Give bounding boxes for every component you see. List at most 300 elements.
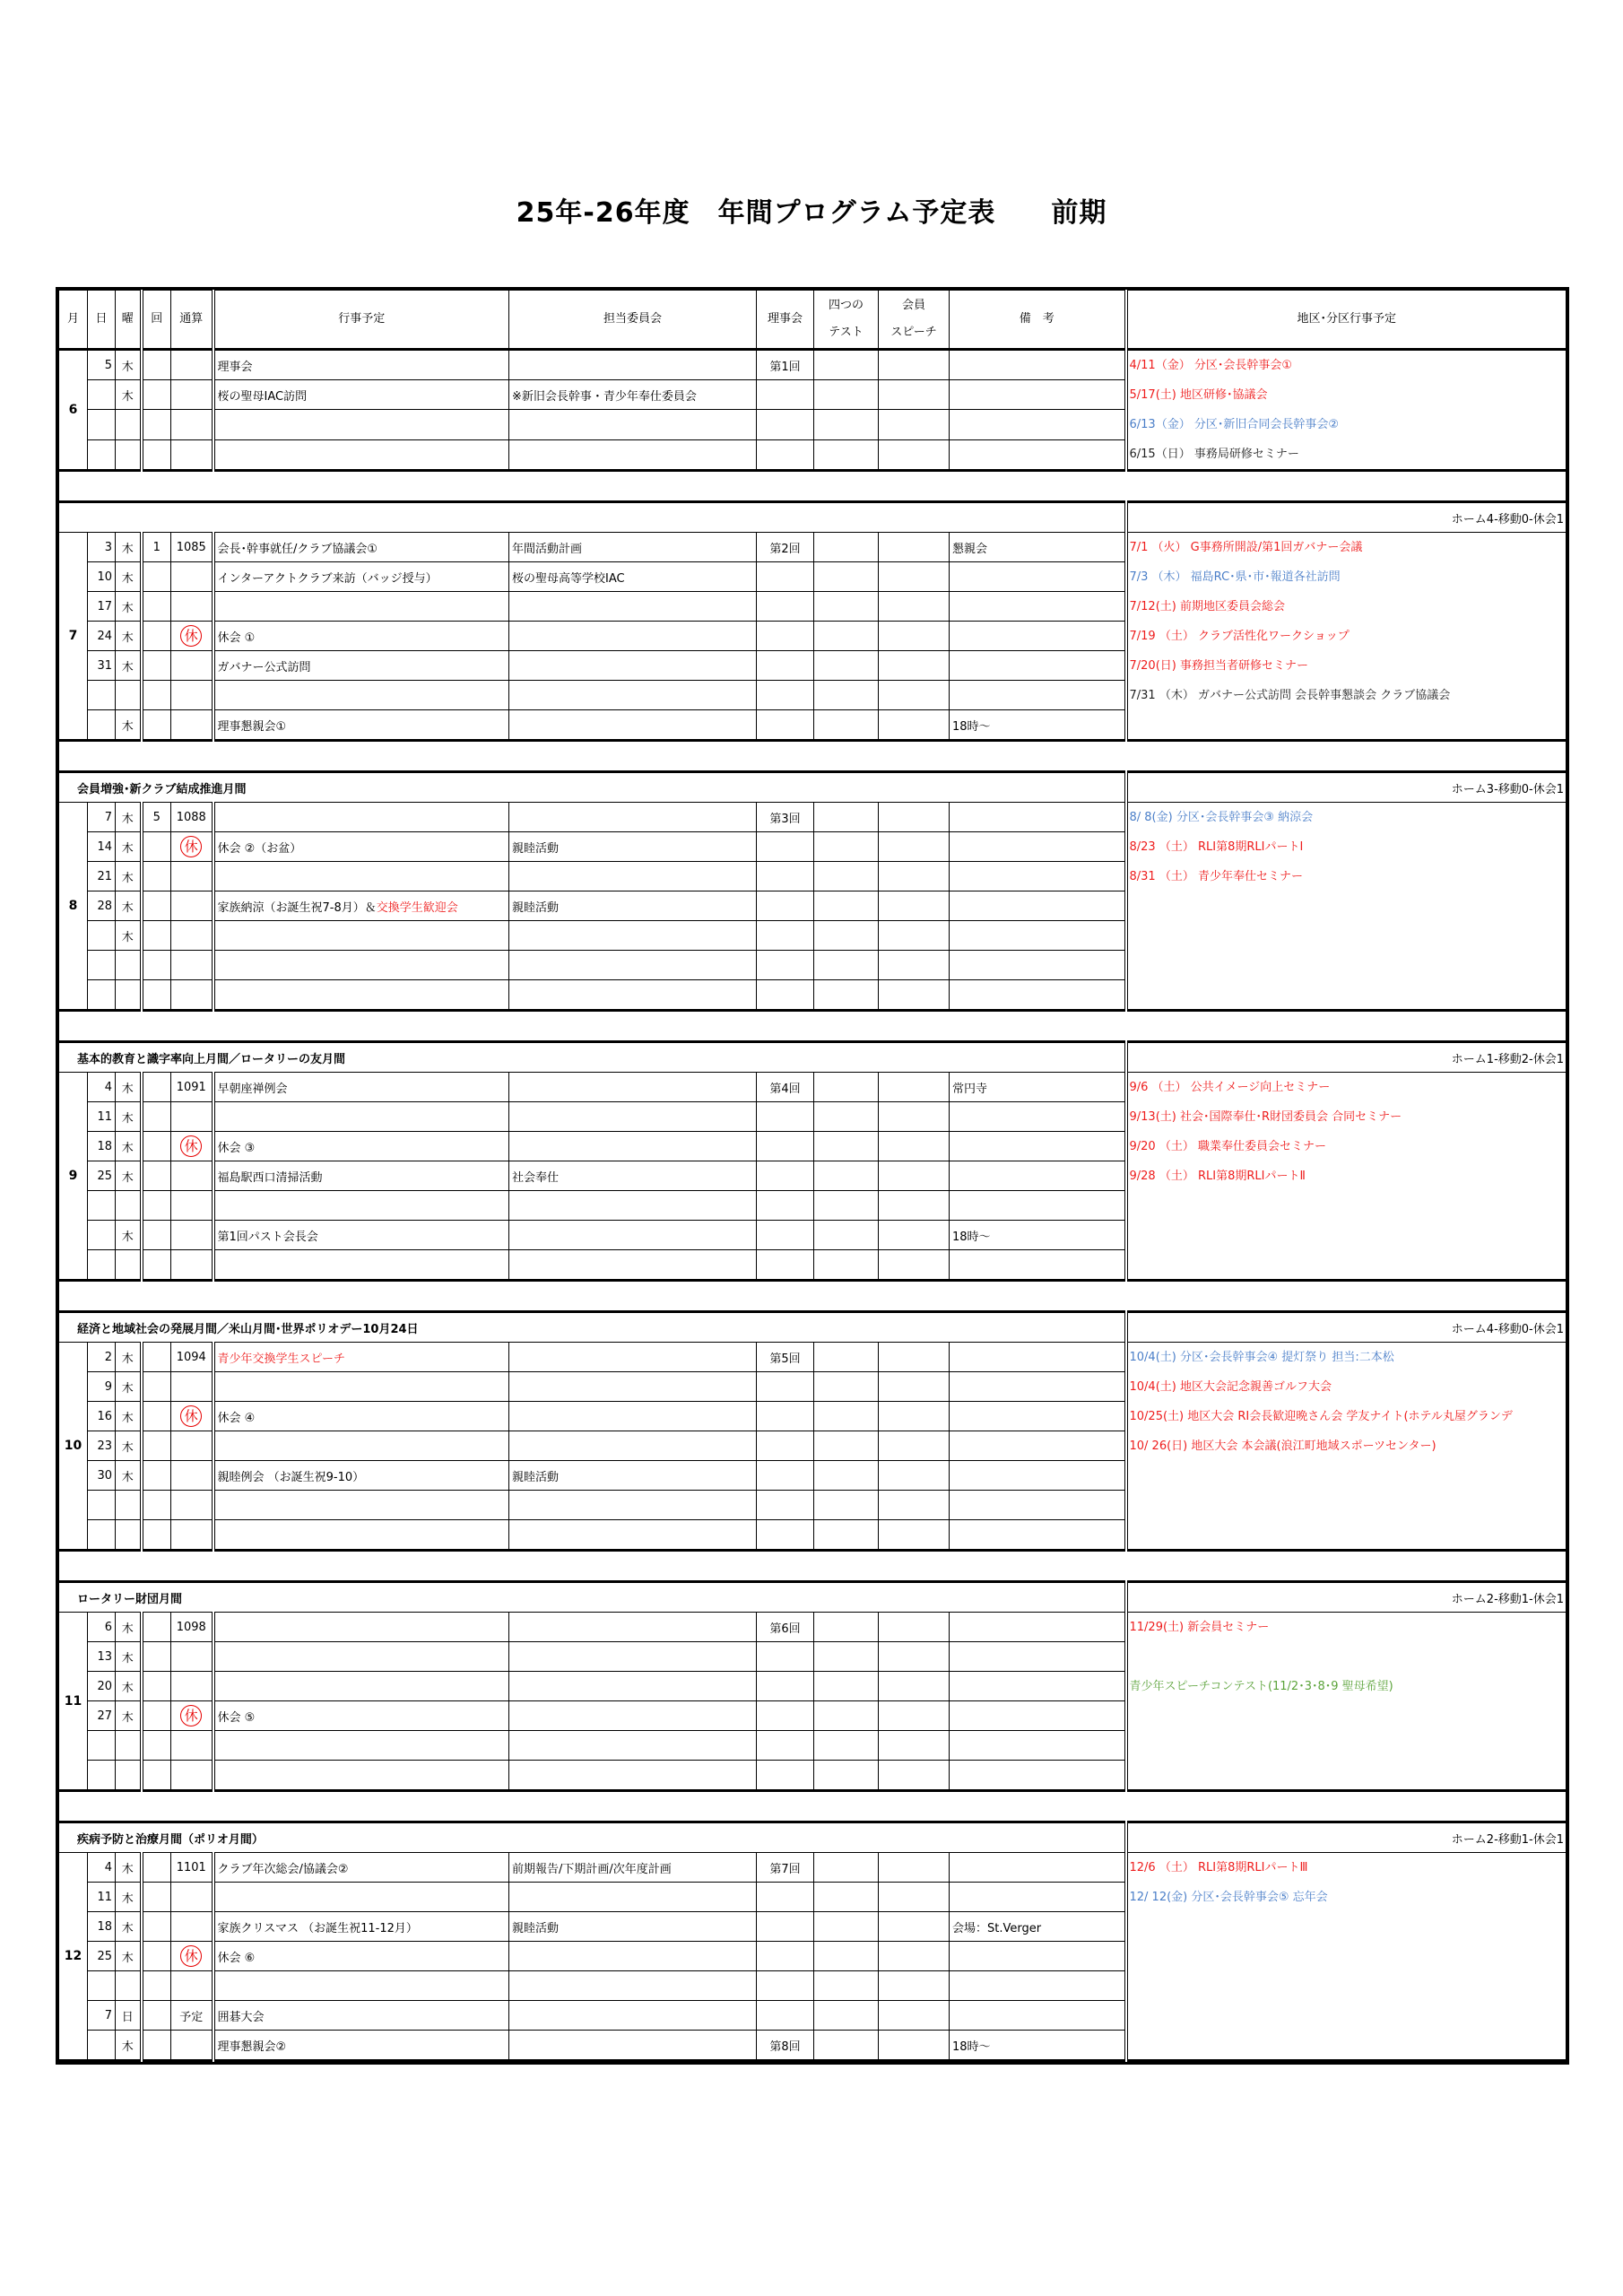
day-cell: 5 bbox=[88, 350, 116, 380]
board-cell bbox=[757, 832, 814, 862]
event-cell bbox=[213, 2031, 509, 2061]
district-event: 7/1 （火） G事務所開設/第1回ガバナー会議 bbox=[1129, 541, 1363, 554]
month-section-header bbox=[59, 1582, 1567, 1613]
remarks-cell: 18時～ bbox=[950, 710, 1126, 741]
total-cell bbox=[171, 951, 213, 980]
event-cell bbox=[213, 1161, 509, 1191]
event-cell bbox=[213, 1221, 509, 1250]
spacer-cell bbox=[59, 471, 1567, 502]
district-event: 7/19 （土） クラブ活性化ワークショップ bbox=[1129, 630, 1350, 643]
round-cell bbox=[142, 1132, 171, 1161]
total-cell bbox=[171, 1491, 213, 1520]
spacer-cell bbox=[59, 1011, 1567, 1042]
meeting-tally: ホーム2-移動1-休会1 bbox=[1126, 1822, 1567, 1853]
total-cell bbox=[171, 862, 213, 891]
remarks-cell bbox=[950, 380, 1126, 410]
month-cell: 7 bbox=[59, 533, 88, 741]
board-cell bbox=[757, 1132, 814, 1161]
remarks-cell bbox=[950, 562, 1126, 592]
district-event: 9/6 （土） 公共イメージ向上セミナー bbox=[1129, 1081, 1331, 1094]
total-cell bbox=[171, 592, 213, 622]
total-cell bbox=[171, 1883, 213, 1912]
total-cell bbox=[171, 1372, 213, 1402]
speech-cell bbox=[879, 1372, 950, 1402]
event-text: 囲碁大会 bbox=[217, 2010, 265, 2024]
four-way-test-cell bbox=[814, 891, 879, 921]
event-cell bbox=[213, 1461, 509, 1491]
month-cell: 12 bbox=[59, 1853, 88, 2061]
board-cell bbox=[757, 439, 814, 470]
remarks-cell bbox=[950, 891, 1126, 921]
board-cell bbox=[757, 1520, 814, 1551]
board-cell bbox=[757, 1701, 814, 1731]
speech-cell bbox=[879, 592, 950, 622]
four-way-test-cell bbox=[814, 2031, 879, 2061]
board-cell bbox=[757, 1461, 814, 1491]
district-event: 10/4(土) 地区大会記念親善ゴルフ大会 bbox=[1129, 1380, 1332, 1394]
total-cell bbox=[171, 980, 213, 1011]
speech-cell bbox=[879, 350, 950, 380]
board-cell: 第4回 bbox=[757, 1073, 814, 1102]
month-section-header bbox=[59, 502, 1567, 533]
weekday-cell: 日 bbox=[116, 2001, 142, 2031]
board-cell bbox=[757, 1221, 814, 1250]
committee-cell bbox=[509, 1883, 757, 1912]
committee-cell bbox=[509, 681, 757, 710]
total-cell bbox=[171, 891, 213, 921]
event-text: 親睦例会 （お誕生祝9-10） bbox=[217, 1470, 365, 1484]
event-text: 休会 ②（お盆） bbox=[217, 841, 302, 856]
meeting-tally: ホーム4-移動0-休会1 bbox=[1126, 502, 1567, 533]
board-cell bbox=[757, 862, 814, 891]
holiday-stamp-icon: 休 bbox=[180, 1945, 202, 1967]
four-way-test-cell bbox=[814, 380, 879, 410]
month-cell: 6 bbox=[59, 350, 88, 471]
day-cell: 16 bbox=[88, 1402, 116, 1431]
header-total: 通算 bbox=[171, 291, 213, 350]
round-cell: 5 bbox=[142, 803, 171, 832]
event-cell bbox=[213, 380, 509, 410]
committee-cell bbox=[509, 1431, 757, 1461]
board-cell bbox=[757, 1161, 814, 1191]
day-cell: 30 bbox=[88, 1461, 116, 1491]
committee-cell bbox=[509, 1613, 757, 1642]
event-cell bbox=[213, 980, 509, 1011]
weekday-cell bbox=[116, 980, 142, 1011]
round-cell bbox=[142, 891, 171, 921]
total-cell bbox=[171, 410, 213, 439]
round-cell bbox=[142, 681, 171, 710]
day-cell: 20 bbox=[88, 1672, 116, 1701]
speech-cell bbox=[879, 533, 950, 562]
weekday-cell: 木 bbox=[116, 803, 142, 832]
weekday-cell: 木 bbox=[116, 1102, 142, 1132]
speech-cell bbox=[879, 1701, 950, 1731]
four-way-test-cell bbox=[814, 862, 879, 891]
remarks-cell bbox=[950, 592, 1126, 622]
four-way-test-cell bbox=[814, 681, 879, 710]
speech-cell bbox=[879, 562, 950, 592]
district-event: 6/15（日） 事務局研修セミナー bbox=[1129, 448, 1299, 461]
four-way-test-cell bbox=[814, 1613, 879, 1642]
committee-cell bbox=[509, 951, 757, 980]
day-cell: 17 bbox=[88, 592, 116, 622]
month-theme: 会員増強･新クラブ結成推進月間 bbox=[59, 772, 1126, 803]
remarks-cell bbox=[950, 951, 1126, 980]
weekday-cell bbox=[116, 1761, 142, 1791]
weekday-cell: 木 bbox=[116, 1161, 142, 1191]
total-value: 1098 bbox=[176, 1620, 206, 1634]
spacer-row bbox=[59, 1791, 1567, 1822]
round-cell bbox=[142, 1912, 171, 1942]
total-value: 1101 bbox=[176, 1860, 206, 1874]
district-event: 4/11（金） 分区･会長幹事会① bbox=[1129, 359, 1292, 372]
spacer-row bbox=[59, 471, 1567, 502]
remarks-cell bbox=[950, 1853, 1126, 1883]
district-event: 8/ 8(金) 分区･会長幹事会③ 納涼会 bbox=[1129, 811, 1314, 824]
board-cell bbox=[757, 1912, 814, 1942]
month-theme: ロータリー財団月間 bbox=[59, 1582, 1126, 1613]
total-cell bbox=[171, 1132, 213, 1161]
round-cell bbox=[142, 1613, 171, 1642]
round-cell bbox=[142, 1761, 171, 1791]
total-value: 1091 bbox=[176, 1080, 206, 1094]
event-cell bbox=[213, 439, 509, 470]
weekday-cell: 木 bbox=[116, 1461, 142, 1491]
board-cell bbox=[757, 622, 814, 651]
speech-cell bbox=[879, 1672, 950, 1701]
committee-cell bbox=[509, 2001, 757, 2031]
day-cell: 7 bbox=[88, 2001, 116, 2031]
total-cell bbox=[171, 1102, 213, 1132]
remarks-cell: 18時～ bbox=[950, 2031, 1126, 2061]
total-cell bbox=[171, 1731, 213, 1761]
event-cell bbox=[213, 1250, 509, 1281]
district-event: 6/13（金） 分区･新旧合同会長幹事会② bbox=[1129, 418, 1339, 431]
spacer-cell bbox=[59, 1791, 1567, 1822]
round-cell bbox=[142, 1701, 171, 1731]
weekday-cell bbox=[116, 1250, 142, 1281]
total-value: 1094 bbox=[176, 1350, 206, 1364]
district-event: 7/31 （木） ガバナー公式訪問 会長幹事懇談会 クラブ協議会 bbox=[1129, 689, 1451, 702]
total-cell bbox=[171, 1461, 213, 1491]
speech-cell bbox=[879, 1971, 950, 2001]
total-cell bbox=[171, 710, 213, 741]
round-cell bbox=[142, 710, 171, 741]
board-cell: 第2回 bbox=[757, 533, 814, 562]
meeting-tally: ホーム2-移動1-休会1 bbox=[1126, 1582, 1567, 1613]
speech-cell bbox=[879, 622, 950, 651]
district-event: 青少年スピーチコンテスト(11/2･3･8･9 聖母希望) bbox=[1129, 1680, 1393, 1693]
weekday-cell: 木 bbox=[116, 832, 142, 862]
header-committee: 担当委員会 bbox=[509, 291, 757, 350]
board-cell bbox=[757, 1372, 814, 1402]
event-text: 休会 ⑤ bbox=[217, 1710, 256, 1725]
program-schedule-table bbox=[56, 287, 1569, 2065]
weekday-cell: 木 bbox=[116, 891, 142, 921]
holiday-stamp-icon: 休 bbox=[180, 1405, 202, 1427]
day-cell bbox=[88, 410, 116, 439]
total-cell bbox=[171, 2031, 213, 2061]
month-cell: 10 bbox=[59, 1343, 88, 1551]
board-cell bbox=[757, 380, 814, 410]
total-cell bbox=[171, 1853, 213, 1883]
event-cell bbox=[213, 350, 509, 380]
committee-cell bbox=[509, 1343, 757, 1372]
round-cell bbox=[142, 622, 171, 651]
committee-cell bbox=[509, 592, 757, 622]
day-cell bbox=[88, 1491, 116, 1520]
event-text: 休会 ④ bbox=[217, 1411, 256, 1425]
holiday-stamp-icon: 休 bbox=[180, 836, 202, 857]
committee-cell bbox=[509, 1102, 757, 1132]
speech-cell bbox=[879, 1942, 950, 1971]
remarks-cell bbox=[950, 832, 1126, 862]
month-section-header bbox=[59, 1822, 1567, 1853]
four-way-test-cell bbox=[814, 1491, 879, 1520]
board-cell: 第1回 bbox=[757, 350, 814, 380]
round-cell bbox=[142, 592, 171, 622]
page-title: 25年-26年度 年間プログラム予定表 前期 bbox=[516, 197, 1107, 229]
speech-cell bbox=[879, 380, 950, 410]
board-cell bbox=[757, 951, 814, 980]
day-cell bbox=[88, 1250, 116, 1281]
board-cell bbox=[757, 410, 814, 439]
board-cell bbox=[757, 1672, 814, 1701]
board-cell bbox=[757, 710, 814, 741]
speech-cell bbox=[879, 1402, 950, 1431]
remarks-cell bbox=[950, 1402, 1126, 1431]
spacer-row bbox=[59, 1011, 1567, 1042]
round-cell bbox=[142, 1461, 171, 1491]
four-way-test-cell bbox=[814, 803, 879, 832]
header-member-speech bbox=[879, 291, 950, 350]
four-way-test-cell bbox=[814, 1701, 879, 1731]
committee-cell: 社会奉仕 bbox=[509, 1161, 757, 1191]
speech-cell bbox=[879, 1161, 950, 1191]
remarks-cell bbox=[950, 350, 1126, 380]
day-cell: 21 bbox=[88, 862, 116, 891]
round-cell bbox=[142, 1731, 171, 1761]
event-cell bbox=[213, 1343, 509, 1372]
remarks-cell bbox=[950, 862, 1126, 891]
four-way-test-cell bbox=[814, 1343, 879, 1372]
round-cell bbox=[142, 1853, 171, 1883]
weekday-cell bbox=[116, 1491, 142, 1520]
round-cell bbox=[142, 921, 171, 951]
committee-cell bbox=[509, 1761, 757, 1791]
event-cell bbox=[213, 832, 509, 862]
four-way-test-cell bbox=[814, 1642, 879, 1672]
header-district: 地区･分区行事予定 bbox=[1126, 291, 1567, 350]
spacer-cell bbox=[59, 1281, 1567, 1312]
total-cell bbox=[171, 1672, 213, 1701]
event-cell bbox=[213, 1731, 509, 1761]
weekday-cell: 木 bbox=[116, 1912, 142, 1942]
total-cell bbox=[171, 562, 213, 592]
weekday-cell: 木 bbox=[116, 1701, 142, 1731]
remarks-cell bbox=[950, 1431, 1126, 1461]
district-event: 8/31 （土） 青少年奉仕セミナー bbox=[1129, 870, 1303, 883]
event-cell bbox=[213, 410, 509, 439]
spacer-row bbox=[59, 1551, 1567, 1582]
board-cell: 第6回 bbox=[757, 1613, 814, 1642]
committee-cell: 親睦活動 bbox=[509, 1461, 757, 1491]
weekday-cell: 木 bbox=[116, 622, 142, 651]
event-cell bbox=[213, 1971, 509, 2001]
month-cell: 8 bbox=[59, 803, 88, 1011]
spacer-cell bbox=[59, 741, 1567, 772]
remarks-cell bbox=[950, 1132, 1126, 1161]
table-row bbox=[59, 1073, 1567, 1102]
total-cell bbox=[171, 1161, 213, 1191]
board-cell bbox=[757, 921, 814, 951]
speech-cell bbox=[879, 1102, 950, 1132]
four-way-test-cell bbox=[814, 1912, 879, 1942]
total-cell bbox=[171, 681, 213, 710]
speech-cell bbox=[879, 1642, 950, 1672]
total-cell bbox=[171, 921, 213, 951]
board-cell bbox=[757, 1491, 814, 1520]
committee-cell bbox=[509, 803, 757, 832]
speech-cell bbox=[879, 1250, 950, 1281]
remarks-cell bbox=[950, 1942, 1126, 1971]
event-cell bbox=[213, 1883, 509, 1912]
table-row bbox=[59, 1613, 1567, 1642]
weekday-cell: 木 bbox=[116, 1672, 142, 1701]
header-four-way-test bbox=[814, 291, 879, 350]
weekday-cell: 木 bbox=[116, 1402, 142, 1431]
round-cell: 1 bbox=[142, 533, 171, 562]
board-cell bbox=[757, 1250, 814, 1281]
day-cell: 23 bbox=[88, 1431, 116, 1461]
four-way-test-cell bbox=[814, 951, 879, 980]
total-cell bbox=[171, 1613, 213, 1642]
event-text: インターアクトクラブ来訪（バッジ授与） bbox=[217, 571, 438, 586]
total-cell bbox=[171, 1073, 213, 1102]
weekday-cell bbox=[116, 410, 142, 439]
event-cell bbox=[213, 1672, 509, 1701]
remarks-cell bbox=[950, 1343, 1126, 1372]
event-text: 理事懇親会① bbox=[217, 719, 287, 734]
district-event: 12/6 （土） RLI第8期RLIパートⅢ bbox=[1129, 1861, 1308, 1874]
event-cell bbox=[213, 951, 509, 980]
table-row bbox=[59, 803, 1567, 832]
day-cell: 18 bbox=[88, 1912, 116, 1942]
district-event: 11/29(土) 新会員セミナー bbox=[1129, 1621, 1270, 1634]
round-cell bbox=[142, 1250, 171, 1281]
round-cell bbox=[142, 2001, 171, 2031]
remarks-cell: 会場：St.Verger bbox=[950, 1912, 1126, 1942]
committee-cell bbox=[509, 980, 757, 1011]
weekday-cell bbox=[116, 1520, 142, 1551]
event-cell bbox=[213, 1912, 509, 1942]
speech-cell bbox=[879, 1132, 950, 1161]
committee-cell bbox=[509, 862, 757, 891]
table-header-row bbox=[59, 291, 1567, 350]
weekday-cell: 木 bbox=[116, 1642, 142, 1672]
event-cell bbox=[213, 1613, 509, 1642]
remarks-cell bbox=[950, 1250, 1126, 1281]
district-events-cell bbox=[1126, 1613, 1567, 1791]
weekday-cell: 木 bbox=[116, 921, 142, 951]
speech-cell bbox=[879, 651, 950, 681]
speech-cell bbox=[879, 1461, 950, 1491]
month-cell: 9 bbox=[59, 1073, 88, 1281]
weekday-cell: 木 bbox=[116, 533, 142, 562]
total-cell bbox=[171, 803, 213, 832]
round-cell bbox=[142, 380, 171, 410]
header-round: 回 bbox=[142, 291, 171, 350]
event-text-highlight: 青少年交換学生スピーチ bbox=[217, 1352, 345, 1366]
district-event bbox=[1130, 1642, 1567, 1672]
total-cell bbox=[171, 651, 213, 681]
speech-cell bbox=[879, 862, 950, 891]
round-cell bbox=[142, 1161, 171, 1191]
weekday-cell: 木 bbox=[116, 862, 142, 891]
speech-cell bbox=[879, 891, 950, 921]
remarks-cell: 18時～ bbox=[950, 1221, 1126, 1250]
day-cell bbox=[88, 439, 116, 470]
header-month: 月 bbox=[59, 291, 88, 350]
weekday-cell bbox=[116, 1971, 142, 2001]
day-cell: 25 bbox=[88, 1942, 116, 1971]
round-cell bbox=[142, 1942, 171, 1971]
day-cell: 2 bbox=[88, 1343, 116, 1372]
committee-cell bbox=[509, 1250, 757, 1281]
meeting-tally: ホーム3-移動0-休会1 bbox=[1126, 772, 1567, 803]
four-way-test-cell bbox=[814, 350, 879, 380]
weekday-cell: 木 bbox=[116, 1613, 142, 1642]
round-cell bbox=[142, 1971, 171, 2001]
total-value: 1088 bbox=[176, 810, 206, 824]
total-cell bbox=[171, 832, 213, 862]
speech-cell bbox=[879, 832, 950, 862]
header-four-way-line1: 四つの bbox=[828, 299, 864, 312]
event-cell bbox=[213, 803, 509, 832]
board-cell bbox=[757, 1942, 814, 1971]
board-cell bbox=[757, 891, 814, 921]
table-row bbox=[59, 533, 1567, 562]
round-cell bbox=[142, 862, 171, 891]
speech-cell bbox=[879, 439, 950, 470]
remarks-cell bbox=[950, 410, 1126, 439]
speech-cell bbox=[879, 803, 950, 832]
weekday-cell bbox=[116, 1191, 142, 1221]
board-cell bbox=[757, 1731, 814, 1761]
committee-cell: ※新旧会長幹事・青少年奉仕委員会 bbox=[509, 380, 757, 410]
event-cell bbox=[213, 533, 509, 562]
weekday-cell: 木 bbox=[116, 1431, 142, 1461]
four-way-test-cell bbox=[814, 1221, 879, 1250]
day-cell: 24 bbox=[88, 622, 116, 651]
remarks-cell bbox=[950, 1971, 1126, 2001]
total-cell bbox=[171, 1191, 213, 1221]
event-cell bbox=[213, 2001, 509, 2031]
four-way-test-cell bbox=[814, 651, 879, 681]
day-cell bbox=[88, 951, 116, 980]
header-remarks: 備 考 bbox=[950, 291, 1126, 350]
four-way-test-cell bbox=[814, 1161, 879, 1191]
weekday-cell: 木 bbox=[116, 710, 142, 741]
board-cell bbox=[757, 651, 814, 681]
round-cell bbox=[142, 1402, 171, 1431]
month-section-header bbox=[59, 772, 1567, 803]
weekday-cell: 木 bbox=[116, 380, 142, 410]
committee-cell: 年間活動計画 bbox=[509, 533, 757, 562]
committee-cell bbox=[509, 1672, 757, 1701]
speech-cell bbox=[879, 1191, 950, 1221]
